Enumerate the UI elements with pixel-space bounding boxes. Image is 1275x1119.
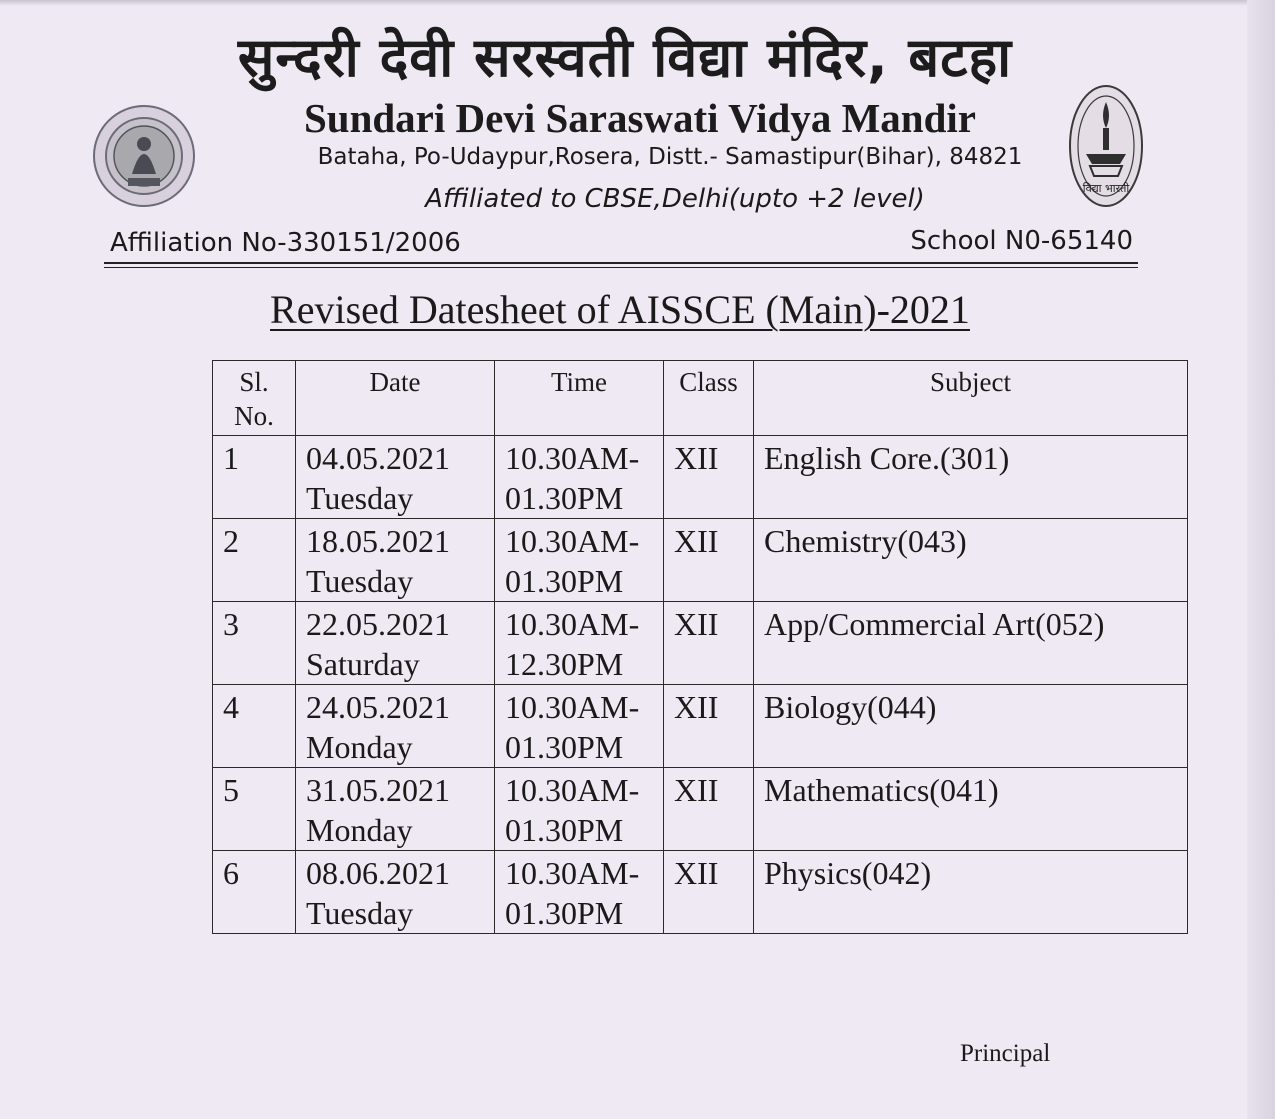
cell-subject: Physics(042) — [754, 851, 1188, 934]
cell-date-value: 24.05.2021 — [306, 689, 450, 725]
header-sl-no — [213, 361, 296, 436]
header-subject: Subject — [754, 361, 1188, 436]
cell-day-value: Monday — [306, 812, 413, 848]
school-number: School N0-65140 — [910, 226, 1133, 256]
header-class: Class — [664, 361, 754, 436]
cell-time-end: 01.30PM — [505, 812, 624, 848]
header-date: Date — [296, 361, 495, 436]
cell-date-value: 08.06.2021 — [306, 855, 450, 891]
cell-time-start: 10.30AM- — [505, 772, 640, 808]
header-sl-line2: No. — [234, 401, 274, 431]
cell-time-end: 01.30PM — [505, 729, 624, 765]
cell-class: XII — [664, 685, 754, 768]
cell-sl: 5 — [213, 768, 296, 851]
cell-date — [296, 768, 495, 851]
scan-edge-right — [1247, 0, 1275, 1119]
cell-day-value: Saturday — [306, 646, 420, 682]
school-address: Bataha, Po-Udaypur,Rosera, Distt.- Samastipur(Bihar), 84821 — [317, 144, 1023, 170]
cell-date — [296, 851, 495, 934]
cell-date — [296, 519, 495, 602]
cell-date — [296, 602, 495, 685]
cell-time-end: 01.30PM — [505, 563, 624, 599]
cell-subject: Chemistry(043) — [754, 519, 1188, 602]
affiliation-number: Affiliation No-330151/2006 — [110, 228, 461, 258]
cell-day-value: Monday — [306, 729, 413, 765]
cell-time-end: 12.30PM — [505, 646, 624, 682]
cell-time — [495, 602, 664, 685]
cell-subject: Biology(044) — [754, 685, 1188, 768]
affiliation-statement: Affiliated to CBSE,Delhi(upto +2 level) — [425, 184, 925, 214]
cell-class: XII — [664, 851, 754, 934]
header-sl-line1: Sl. — [239, 367, 269, 397]
cell-time-end: 01.30PM — [505, 480, 624, 516]
cell-date — [296, 685, 495, 768]
table-row — [213, 851, 1188, 934]
school-name-english: Sundari Devi Saraswati Vidya Mandir — [303, 95, 977, 141]
cell-subject: Mathematics(041) — [754, 768, 1188, 851]
cell-class: XII — [664, 519, 754, 602]
cell-time — [495, 685, 664, 768]
header-divider-thin — [104, 267, 1138, 268]
cell-sl: 6 — [213, 851, 296, 934]
scan-edge-top — [0, 0, 1275, 6]
cell-time — [495, 851, 664, 934]
document-title: Revised Datesheet of AISSCE (Main)-2021 — [270, 287, 970, 332]
cell-time-start: 10.30AM- — [505, 855, 640, 891]
cell-class: XII — [664, 436, 754, 519]
cell-date-value: 04.05.2021 — [306, 440, 450, 476]
cell-time-start: 10.30AM- — [505, 523, 640, 559]
header-time: Time — [495, 361, 664, 436]
cell-sl: 2 — [213, 519, 296, 602]
header-divider — [104, 262, 1138, 264]
cell-class: XII — [664, 602, 754, 685]
cell-day-value: Tuesday — [306, 563, 414, 599]
cell-time-start: 10.30AM- — [505, 440, 640, 476]
principal-signature-label: Principal — [960, 1040, 1051, 1067]
cell-sl: 1 — [213, 436, 296, 519]
cell-day-value: Tuesday — [306, 480, 414, 516]
cell-subject: English Core.(301) — [754, 436, 1188, 519]
school-name-hindi: सुन्दरी देवी सरस्वती विद्या मंदिर, बटहा — [237, 26, 1013, 89]
cell-date — [296, 436, 495, 519]
cell-class: XII — [664, 768, 754, 851]
datesheet-table — [212, 360, 1188, 934]
logo-motto-text: विद्या भारती — [1082, 182, 1130, 195]
cell-subject: App/Commercial Art(052) — [754, 602, 1188, 685]
cell-date-value: 31.05.2021 — [306, 772, 450, 808]
vidya-bharati-logo-right — [1068, 84, 1144, 208]
cell-time-start: 10.30AM- — [505, 689, 640, 725]
cell-day-value: Tuesday — [306, 895, 414, 931]
table-row — [213, 519, 1188, 602]
table-row — [213, 768, 1188, 851]
cell-time-end: 01.30PM — [505, 895, 624, 931]
cell-sl: 3 — [213, 602, 296, 685]
cell-date-value: 22.05.2021 — [306, 606, 450, 642]
table-row — [213, 436, 1188, 519]
cell-time — [495, 768, 664, 851]
table-header-row — [213, 361, 1188, 436]
table-row — [213, 602, 1188, 685]
school-emblem-left — [92, 104, 196, 208]
cell-sl: 4 — [213, 685, 296, 768]
cell-time — [495, 519, 664, 602]
cell-date-value: 18.05.2021 — [306, 523, 450, 559]
cell-time — [495, 436, 664, 519]
cell-time-start: 10.30AM- — [505, 606, 640, 642]
table-row — [213, 685, 1188, 768]
